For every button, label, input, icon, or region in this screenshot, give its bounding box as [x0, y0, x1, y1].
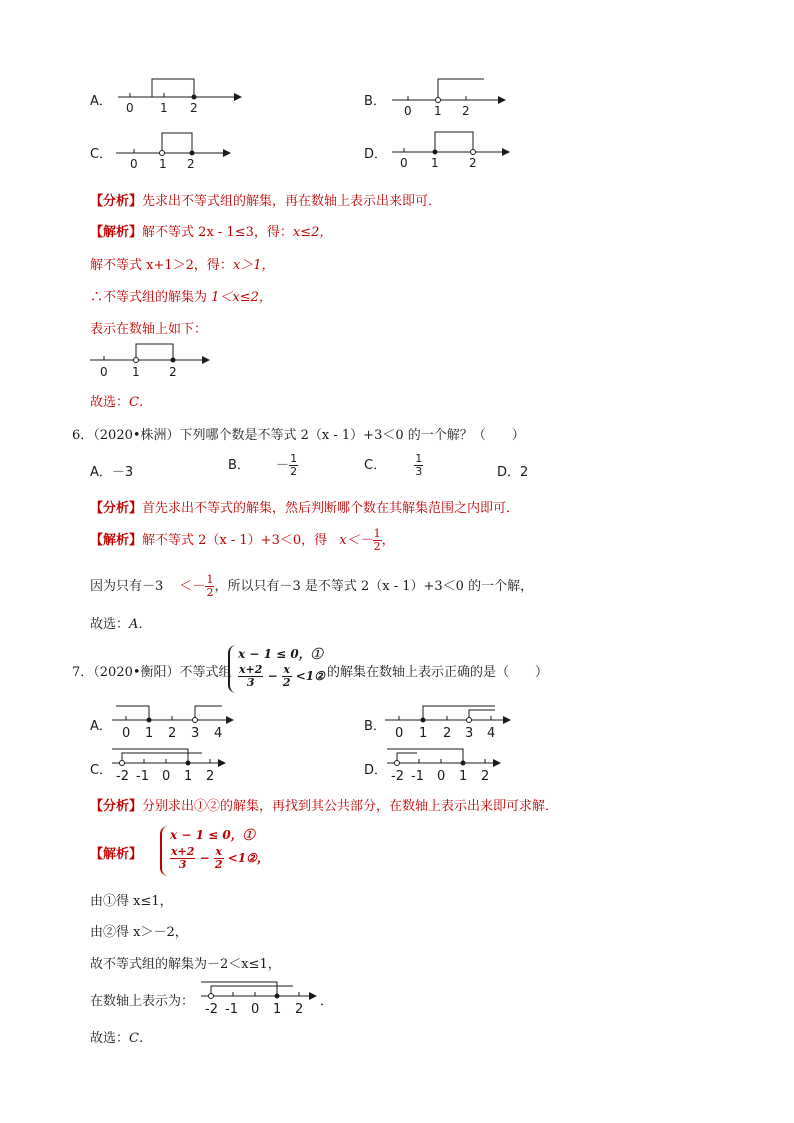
q7-option-d-label: D．: [364, 763, 388, 778]
q5s-tick-1: 1: [132, 365, 140, 379]
q7-solution-brace: [160, 826, 170, 876]
q7-solution-sys-line2: $\frac{x+2}{3}$ − $\frac{x}{2}$ <1②，: [171, 845, 269, 871]
q7-question-suffix: 的解集在数轴上表示正确的是（ ）: [327, 665, 549, 680]
q7-solution-tag: 【解析】: [90, 847, 143, 862]
q7-step1: 由①得 x≤1，: [90, 894, 173, 909]
q7b-tick-1: 1: [419, 726, 428, 741]
solution-set: 1＜x≤2，: [211, 290, 272, 305]
answer-prefix: 故选：: [90, 395, 130, 410]
analysis-text: 分别求出①②的解集，再找到其公共部分，在数轴上表示出来即可求解．: [142, 799, 559, 814]
q7d-tick-2: 0: [437, 769, 446, 784]
q7-solution-number-line: [201, 978, 326, 1018]
q5-option-b-label: B．: [364, 94, 386, 109]
q5b-tick-0: 0: [404, 104, 412, 118]
inequality: x+1＞2，得：: [146, 258, 233, 273]
q7-option-c-label: C．: [90, 763, 113, 778]
q6-analysis: [90, 497, 519, 516]
q7a-tick-1: 1: [145, 726, 154, 741]
solution-tag: 【解析】: [90, 225, 143, 240]
q7d-tick-3: 1: [459, 769, 468, 784]
q5d-tick-0: 0: [400, 156, 408, 170]
solution-text: 解不等式: [142, 225, 195, 240]
q5-solution-line2: [90, 254, 275, 273]
q7-system-line2: $\frac{x+2}{3}$ − $\frac{x}{2}$ <1②: [239, 663, 325, 689]
analysis-tag: 【分析】: [90, 799, 143, 814]
q7-option-b-label: B．: [364, 719, 386, 734]
q5a-tick-1: 1: [160, 101, 168, 115]
q7b-tick-3: 3: [465, 726, 474, 741]
q7-solution-sys-line1: x − 1 ≤ 0，①: [170, 828, 255, 842]
q7c-tick-1: -1: [136, 769, 149, 784]
q7s-tick-1: -1: [225, 1002, 238, 1017]
analysis-text: 首先求出不等式的解集，然后判断哪个数在其解集范围之内即可．: [142, 501, 520, 516]
q5s-tick-0: 0: [100, 365, 108, 379]
q7c-tick-3: 1: [184, 769, 193, 784]
q5-option-c-label: C．: [90, 147, 113, 162]
q5-solution-line1: [90, 221, 332, 240]
q7-question-prefix: 7．（2020•衡阳）不等式组: [72, 665, 232, 680]
q7-system-line1: x − 1 ≤ 0，①: [238, 647, 323, 661]
q5-solution-line4: 表示在数轴上如下：: [90, 322, 208, 337]
q5b-tick-2: 2: [462, 104, 470, 118]
q5-option-b-number-line: [392, 76, 517, 116]
q7a-tick-4: 4: [214, 726, 223, 741]
q7b-tick-0: 0: [395, 726, 404, 741]
q7-step3: 故不等式组的解集为－2＜x≤1，: [90, 957, 281, 972]
q7c-tick-2: 0: [162, 769, 171, 784]
q7d-tick-1: -1: [411, 769, 424, 784]
q5-option-a-number-line: [118, 76, 243, 116]
q5-answer: [90, 391, 152, 410]
q7-option-c-number-line: [112, 745, 237, 785]
inequality-result: x≤2，: [292, 225, 333, 240]
q5c-tick-0: 0: [130, 157, 138, 171]
q5d-tick-1: 1: [431, 156, 439, 170]
q7-option-a-label: A．: [90, 719, 112, 734]
q6-option-c: C． $\frac{1}{3}$: [364, 452, 423, 478]
q7c-tick-4: 2: [206, 769, 215, 784]
q5-option-c-number-line: [116, 130, 241, 170]
q5c-tick-2: 2: [187, 157, 195, 171]
q7b-tick-4: 4: [487, 726, 496, 741]
q7a-tick-2: 2: [168, 726, 177, 741]
q5-analysis: [90, 190, 441, 209]
q5d-tick-2: 2: [469, 156, 477, 170]
q7-answer: 故选：C．: [90, 1031, 152, 1046]
q7-option-a-number-line: [112, 702, 237, 742]
q7s-tick-3: 1: [273, 1002, 282, 1017]
q7a-tick-0: 0: [122, 726, 131, 741]
q7-step4: 在数轴上表示为：: [90, 994, 195, 1009]
q7-analysis: [90, 795, 558, 814]
q6-answer: 故选：A．: [90, 617, 152, 632]
solution-text: 解不等式: [90, 258, 143, 273]
analysis-tag: 【分析】: [90, 501, 143, 516]
q7b-tick-2: 2: [443, 726, 452, 741]
q6-question: 6．（2020•株洲）下列哪个数是不等式 2（x - 1）+3＜0 的一个解？（ ）: [72, 428, 525, 443]
q5-solution-line3: [90, 286, 272, 305]
q6-solution-line2: 因为只有－3 ＜－ $\frac{1}{2}$ ，所以只有－3 是不等式 2（x - 1）+3＜0 的一个解，: [90, 573, 534, 599]
q5-option-d-number-line: [392, 130, 517, 170]
q7-option-b-number-line: [385, 702, 515, 742]
q6-option-a: A．－3: [90, 465, 134, 480]
q6-option-d: D．2: [497, 465, 529, 480]
q7-step4-end: ．: [320, 994, 334, 1009]
analysis-text: 先求出不等式组的解集，再在数轴上表示出来即可．: [142, 194, 442, 209]
q6-solution-line1: 【解析】解不等式 2（x - 1）+3＜0，得 x＜－ $\frac{1}{2}$ ，: [90, 527, 395, 553]
q5c-tick-1: 1: [159, 157, 167, 171]
q5a-tick-2: 2: [190, 101, 198, 115]
q7a-tick-3: 3: [191, 726, 200, 741]
q5-option-a-label: A．: [90, 94, 112, 109]
q7-step2: 由②得 x＞－2，: [90, 925, 188, 940]
q5-solution-number-line: [90, 340, 215, 380]
q7d-tick-0: -2: [391, 769, 404, 784]
q7d-tick-4: 2: [481, 769, 490, 784]
solution-text: 解不等式 2（x - 1）+3＜0，得: [142, 533, 328, 548]
q7s-tick-4: 2: [295, 1002, 304, 1017]
q7-brace: [228, 645, 238, 693]
q5b-tick-1: 1: [434, 104, 442, 118]
q5a-tick-0: 0: [126, 101, 134, 115]
inequality: 2x - 1≤3，得：: [198, 225, 293, 240]
q7c-tick-0: -2: [116, 769, 129, 784]
q6-option-b: B． － $\frac{1}{2}$: [228, 452, 298, 478]
solution-tag: 【解析】: [90, 533, 143, 548]
q7s-tick-2: 0: [251, 1002, 260, 1017]
q7-option-d-number-line: [387, 745, 512, 785]
inequality-result: x＞1，: [232, 258, 275, 273]
q5s-tick-2: 2: [169, 365, 177, 379]
analysis-tag: 【分析】: [90, 194, 143, 209]
q7s-tick-0: -2: [205, 1002, 218, 1017]
solution-text: ∴不等式组的解集为: [90, 290, 208, 305]
answer-value: C．: [129, 395, 152, 410]
q5-option-d-label: D．: [364, 147, 388, 162]
